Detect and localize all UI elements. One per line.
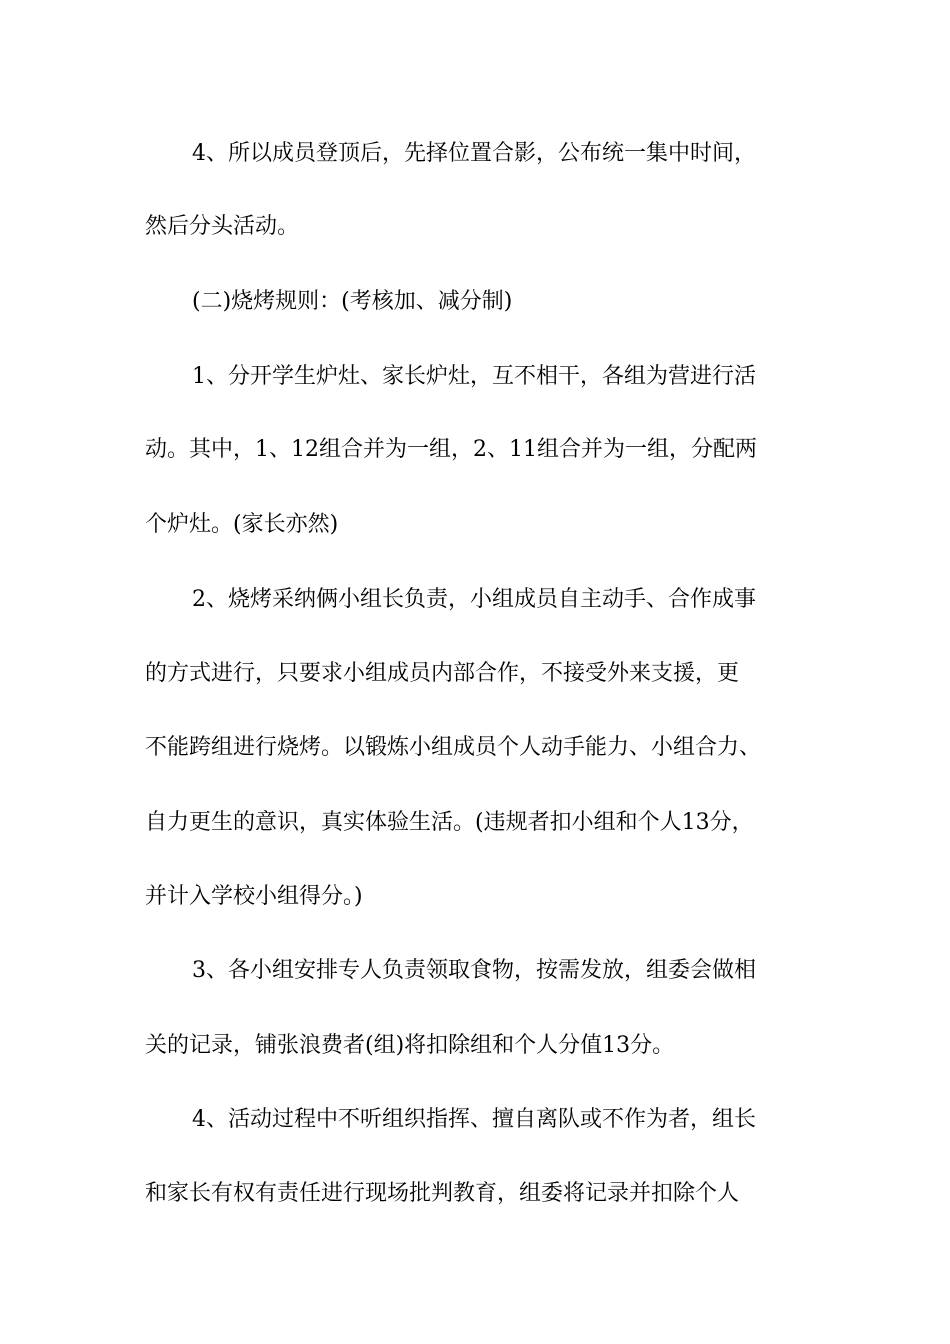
text-line: 不能跨组进行烧烤。以锻炼小组成员个人动手能力、小组合力、 (145, 735, 762, 760)
text-line: 个炉灶。(家长亦然) (145, 512, 339, 537)
text-line: 4、活动过程中不听组织指挥、擅自离队或不作为者，组长 (192, 1107, 756, 1132)
text-line: 4、所以成员登顶后，先择位置合影，公布统一集中时间， (192, 141, 756, 166)
text-line: 动。其中，1、12组合并为一组，2、11组合并为一组，分配两 (145, 437, 757, 462)
text-line: 和家长有权有责任进行现场批判教育，组委将记录并扣除个人 (145, 1181, 740, 1206)
section-heading: (二)烧烤规则：(考核加、减分制) (192, 289, 513, 314)
text-line: 3、各小组安排专人负责领取食物，按需发放，组委会做相 (192, 958, 756, 983)
text-line: 的方式进行，只要求小组成员内部合作，不接受外来支援，更 (145, 661, 740, 686)
text-line: 2、烧烤采纳俩小组长负责，小组成员自主动手、合作成事 (192, 587, 756, 612)
text-line: 关的记录，铺张浪费者(组)将扣除组和个人分值13分。 (145, 1033, 675, 1058)
text-line: 1、分开学生炉灶、家长炉灶，互不相干，各组为营进行活 (192, 364, 756, 389)
text-line: 然后分头活动。 (145, 214, 300, 239)
text-line: 自力更生的意识，真实体验生活。(违规者扣小组和个人13分， (145, 810, 754, 835)
text-line: 并计入学校小组得分。) (145, 884, 363, 909)
